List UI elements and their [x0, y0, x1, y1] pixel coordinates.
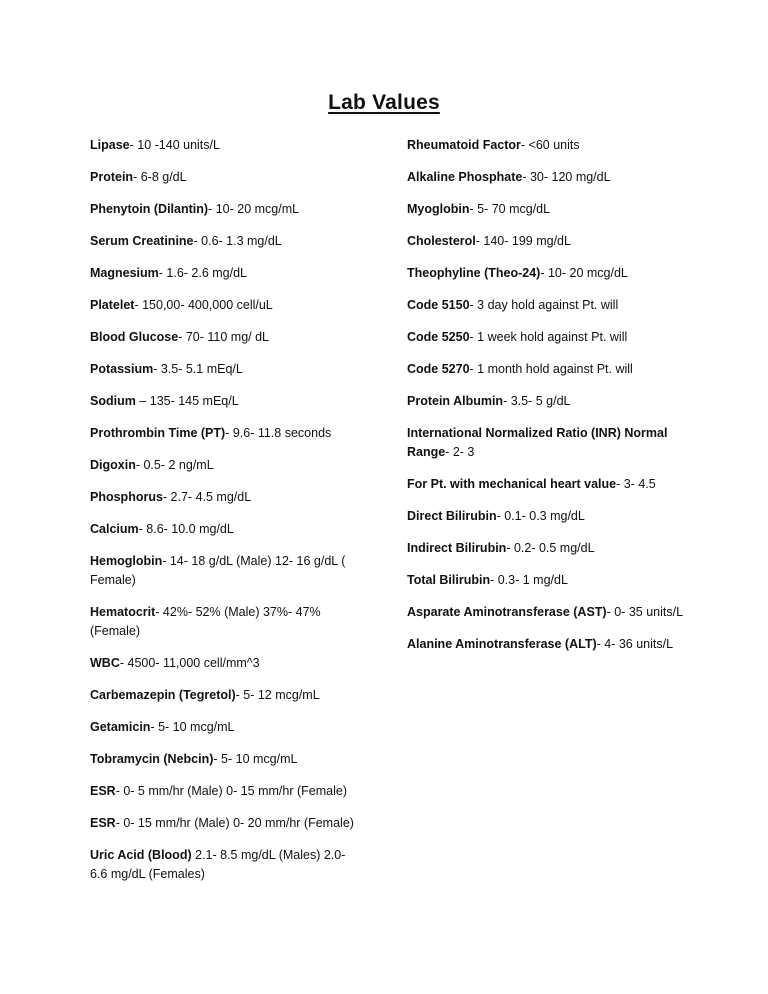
lab-value-entry: [407, 539, 697, 558]
lab-range: - 0- 15 mm/hr (Male) 0- 20 mm/hr (Female): [115, 816, 354, 830]
lab-value-entry: [407, 328, 697, 347]
lab-value-entry: [407, 635, 697, 654]
lab-value-entry: [90, 168, 360, 187]
lab-name: Serum Creatinine: [90, 234, 194, 248]
lab-value-entry: [90, 328, 360, 347]
lab-name: Theophyline (Theo-24): [407, 266, 541, 280]
lab-name: For Pt. with mechanical heart value: [407, 477, 617, 491]
lab-range: - 42%- 52% (Male) 37%- 47% (Female): [90, 605, 321, 638]
lab-name: Rheumatoid Factor: [407, 138, 521, 152]
lab-range: - 8.6- 10.0 mg/dL: [138, 522, 234, 536]
lab-range: - 0.3- 1 mg/dL: [490, 573, 568, 587]
lab-range: - 4- 36 units/L: [596, 637, 674, 651]
lab-value-entry: [90, 456, 360, 475]
lab-range: - 140- 199 mg/dL: [475, 234, 571, 248]
lab-value-entry: [407, 264, 697, 283]
lab-name: ESR: [90, 784, 116, 798]
lab-range: - 5- 10 mcg/mL: [213, 752, 298, 766]
left-column: [90, 136, 360, 897]
lab-value-entry: [407, 571, 697, 590]
lab-range: - 3 day hold against Pt. will: [469, 298, 619, 312]
lab-value-entry: [90, 603, 360, 641]
lab-name: Protein: [90, 170, 134, 184]
lab-name: International Normalized Ratio (INR) Normal Range: [407, 426, 668, 459]
lab-range: - 10- 20 mcg/dL: [540, 266, 628, 280]
lab-value-entry: [90, 136, 360, 155]
lab-name: Code 5150: [407, 298, 470, 312]
lab-range: - 0- 5 mm/hr (Male) 0- 15 mm/hr (Female): [115, 784, 347, 798]
lab-name: Phenytoin (Dilantin): [90, 202, 209, 216]
lab-range: - 70- 110 mg/ dL: [178, 330, 269, 344]
lab-name: Calcium: [90, 522, 139, 536]
lab-value-entry: [90, 552, 360, 590]
lab-value-entry: [90, 750, 360, 769]
lab-value-entry: [407, 392, 697, 411]
lab-name: Phosphorus: [90, 490, 163, 504]
lab-value-entry: [90, 846, 360, 884]
lab-value-entry: [407, 168, 697, 187]
lab-name: ESR: [90, 816, 116, 830]
lab-name: Alkaline Phosphate: [407, 170, 523, 184]
lab-value-entry: [90, 392, 360, 411]
lab-range: - 9.6- 11.8 seconds: [225, 426, 332, 440]
lab-range: - 2.7- 4.5 mg/dL: [162, 490, 252, 504]
lab-range: - 3- 4.5: [616, 477, 656, 491]
lab-value-entry: [90, 232, 360, 251]
lab-range: - 5- 10 mcg/mL: [150, 720, 235, 734]
lab-value-entry: [407, 296, 697, 315]
lab-range: - 1.6- 2.6 mg/dL: [158, 266, 248, 280]
lab-range: - 0.1- 0.3 mg/dL: [496, 509, 585, 523]
lab-range: - 6-8 g/dL: [133, 170, 187, 184]
lab-value-entry: [407, 232, 697, 251]
lab-name: Digoxin: [90, 458, 136, 472]
lab-name: Indirect Bilirubin: [407, 541, 507, 555]
lab-range: - 0.6- 1.3 mg/dL: [193, 234, 282, 248]
lab-name: Code 5250: [407, 330, 470, 344]
lab-value-entry: [90, 686, 360, 705]
lab-value-entry: [407, 424, 697, 462]
lab-value-entry: [90, 718, 360, 737]
lab-name: Prothrombin Time (PT): [90, 426, 226, 440]
lab-range: - 4500- 11,000 cell/mm^3: [119, 656, 260, 670]
lab-range: - 10- 20 mcg/mL: [208, 202, 300, 216]
lab-name: Blood Glucose: [90, 330, 179, 344]
lab-value-entry: [407, 360, 697, 379]
lab-name: Asparate Aminotransferase (AST): [407, 605, 607, 619]
lab-name: Myoglobin: [407, 202, 470, 216]
lab-name: Cholesterol: [407, 234, 476, 248]
lab-value-entry: [90, 520, 360, 539]
lab-range: - <60 units: [520, 138, 580, 152]
lab-range: - 14- 18 g/dL (Male) 12- 16 g/dL ( Female): [90, 554, 346, 587]
lab-value-entry: [90, 782, 360, 801]
lab-range: - 150,00- 400,000 cell/uL: [134, 298, 273, 312]
lab-range: – 135- 145 mEq/L: [135, 394, 239, 408]
lab-range: - 30- 120 mg/dL: [522, 170, 611, 184]
lab-value-entry: [90, 360, 360, 379]
lab-name: WBC: [90, 656, 120, 670]
lab-name: Protein Albumin: [407, 394, 504, 408]
page-title: Lab Values: [328, 91, 440, 114]
lab-range: - 0- 35 units/L: [606, 605, 684, 619]
lab-name: Magnesium: [90, 266, 159, 280]
lab-value-entry: [407, 475, 697, 494]
right-column: [407, 136, 697, 667]
lab-range: - 5- 70 mcg/dL: [469, 202, 551, 216]
lab-name: Lipase: [90, 138, 130, 152]
lab-value-entry: [407, 200, 697, 219]
lab-name: Total Bilirubin: [407, 573, 491, 587]
lab-name: Sodium: [90, 394, 136, 408]
lab-range: - 2- 3: [445, 445, 475, 459]
lab-range: 2.1- 8.5 mg/dL (Males) 2.0- 6.6 mg/dL (Females): [90, 848, 346, 881]
lab-range: - 5- 12 mcg/mL: [235, 688, 320, 702]
lab-name: Platelet: [90, 298, 135, 312]
lab-value-entry: [407, 136, 697, 155]
lab-name: Direct Bilirubin: [407, 509, 497, 523]
lab-name: Potassium: [90, 362, 154, 376]
lab-name: Code 5270: [407, 362, 470, 376]
lab-value-entry: [90, 814, 360, 833]
lab-range: - 1 week hold against Pt. will: [469, 330, 628, 344]
lab-name: Getamicin: [90, 720, 151, 734]
lab-range: - 3.5- 5.1 mEq/L: [153, 362, 243, 376]
lab-value-entry: [90, 264, 360, 283]
lab-value-entry: [90, 488, 360, 507]
lab-range: - 0.5- 2 ng/mL: [135, 458, 214, 472]
lab-name: Hemoglobin: [90, 554, 163, 568]
lab-value-entry: [90, 296, 360, 315]
lab-value-entry: [407, 603, 697, 622]
lab-name: Carbemazepin (Tegretol): [90, 688, 236, 702]
lab-name: Uric Acid (Blood): [90, 848, 192, 862]
lab-range: - 3.5- 5 g/dL: [503, 394, 571, 408]
lab-range: - 10 -140 units/L: [129, 138, 220, 152]
lab-value-entry: [90, 654, 360, 673]
lab-value-entry: [90, 424, 360, 443]
lab-range: - 0.2- 0.5 mg/dL: [506, 541, 595, 555]
lab-value-entry: [407, 507, 697, 526]
lab-name: Hematocrit: [90, 605, 156, 619]
lab-name: Alanine Aminotransferase (ALT): [407, 637, 597, 651]
lab-name: Tobramycin (Nebcin): [90, 752, 214, 766]
lab-range: - 1 month hold against Pt. will: [469, 362, 633, 376]
lab-value-entry: [90, 200, 360, 219]
